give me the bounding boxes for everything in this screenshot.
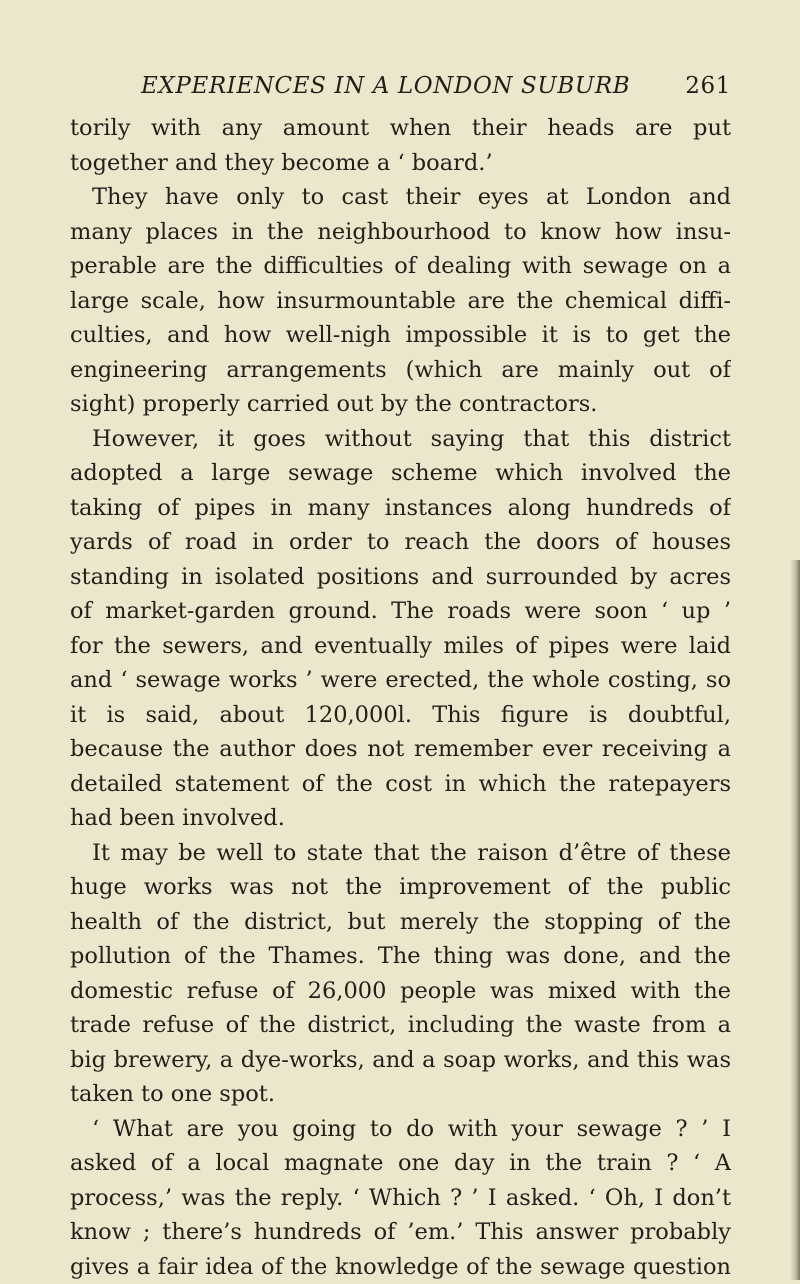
body-text (70, 111, 731, 1284)
text-line: together and they become a ‘ board.’ (70, 146, 731, 181)
page-header (141, 73, 731, 99)
text-line: culties, and how well-nigh impossible it is to get the (70, 318, 731, 353)
text-line: It may be well to state that the raison d’être of these (70, 836, 731, 871)
text-line: gives a fair idea of the knowledge of the sewage question (70, 1250, 731, 1284)
text-line: ‘ What are you going to do with your sewage ? ’ I (70, 1112, 731, 1147)
text-line: However, it goes without saying that this district (70, 422, 731, 457)
text-line: and ‘ sewage works ’ were erected, the whole costing, so (70, 663, 731, 698)
text-line: perable are the difficulties of dealing with sewage on a (70, 249, 731, 284)
text-line: pollution of the Thames. The thing was done, and the (70, 939, 731, 974)
text-line: taken to one spot. (70, 1077, 731, 1112)
text-line: trade refuse of the district, including the waste from a (70, 1008, 731, 1043)
text-line: because the author does not remember ever receiving a (70, 732, 731, 767)
text-line: taking of pipes in many instances along hundreds of (70, 491, 731, 526)
text-line: detailed statement of the cost in which the ratepayers (70, 767, 731, 802)
text-line: adopted a large sewage scheme which involved the (70, 456, 731, 491)
text-line: know ; there’s hundreds of ’em.’ This answer probably (70, 1215, 731, 1250)
text-line: process,’ was the reply. ‘ Which ? ’ I asked. ‘ Oh, I don’t (70, 1181, 731, 1216)
text-line: yards of road in order to reach the doors of houses (70, 525, 731, 560)
text-line: big brewery, a dye-works, and a soap works, and this was (70, 1043, 731, 1078)
text-line: asked of a local magnate one day in the train ? ‘ A (70, 1146, 731, 1181)
text-line: large scale, how insurmountable are the chemical diffi- (70, 284, 731, 319)
text-line: health of the district, but merely the stopping of the (70, 905, 731, 940)
text-line: it is said, about 120,000l. This figure is doubtful, (70, 698, 731, 733)
running-title: EXPERIENCES IN A LONDON SUBURB (141, 73, 630, 99)
page-number: 261 (685, 73, 731, 99)
text-line: torily with any amount when their heads are put (70, 111, 731, 146)
text-line: huge works was not the improvement of the public (70, 870, 731, 905)
text-line: engineering arrangements (which are mainly out of (70, 353, 731, 388)
text-line: standing in isolated positions and surrounded by acres (70, 560, 731, 595)
text-line: sight) properly carried out by the contractors. (70, 387, 731, 422)
page-edge-shadow (790, 560, 800, 1280)
text-line: of market-garden ground. The roads were soon ‘ up ’ (70, 594, 731, 629)
text-line: had been involved. (70, 801, 731, 836)
text-line: They have only to cast their eyes at London and (70, 180, 731, 215)
text-line: for the sewers, and eventually miles of pipes were laid (70, 629, 731, 664)
text-line: many places in the neighbourhood to know how insu- (70, 215, 731, 250)
text-line: domestic refuse of 26,000 people was mixed with the (70, 974, 731, 1009)
